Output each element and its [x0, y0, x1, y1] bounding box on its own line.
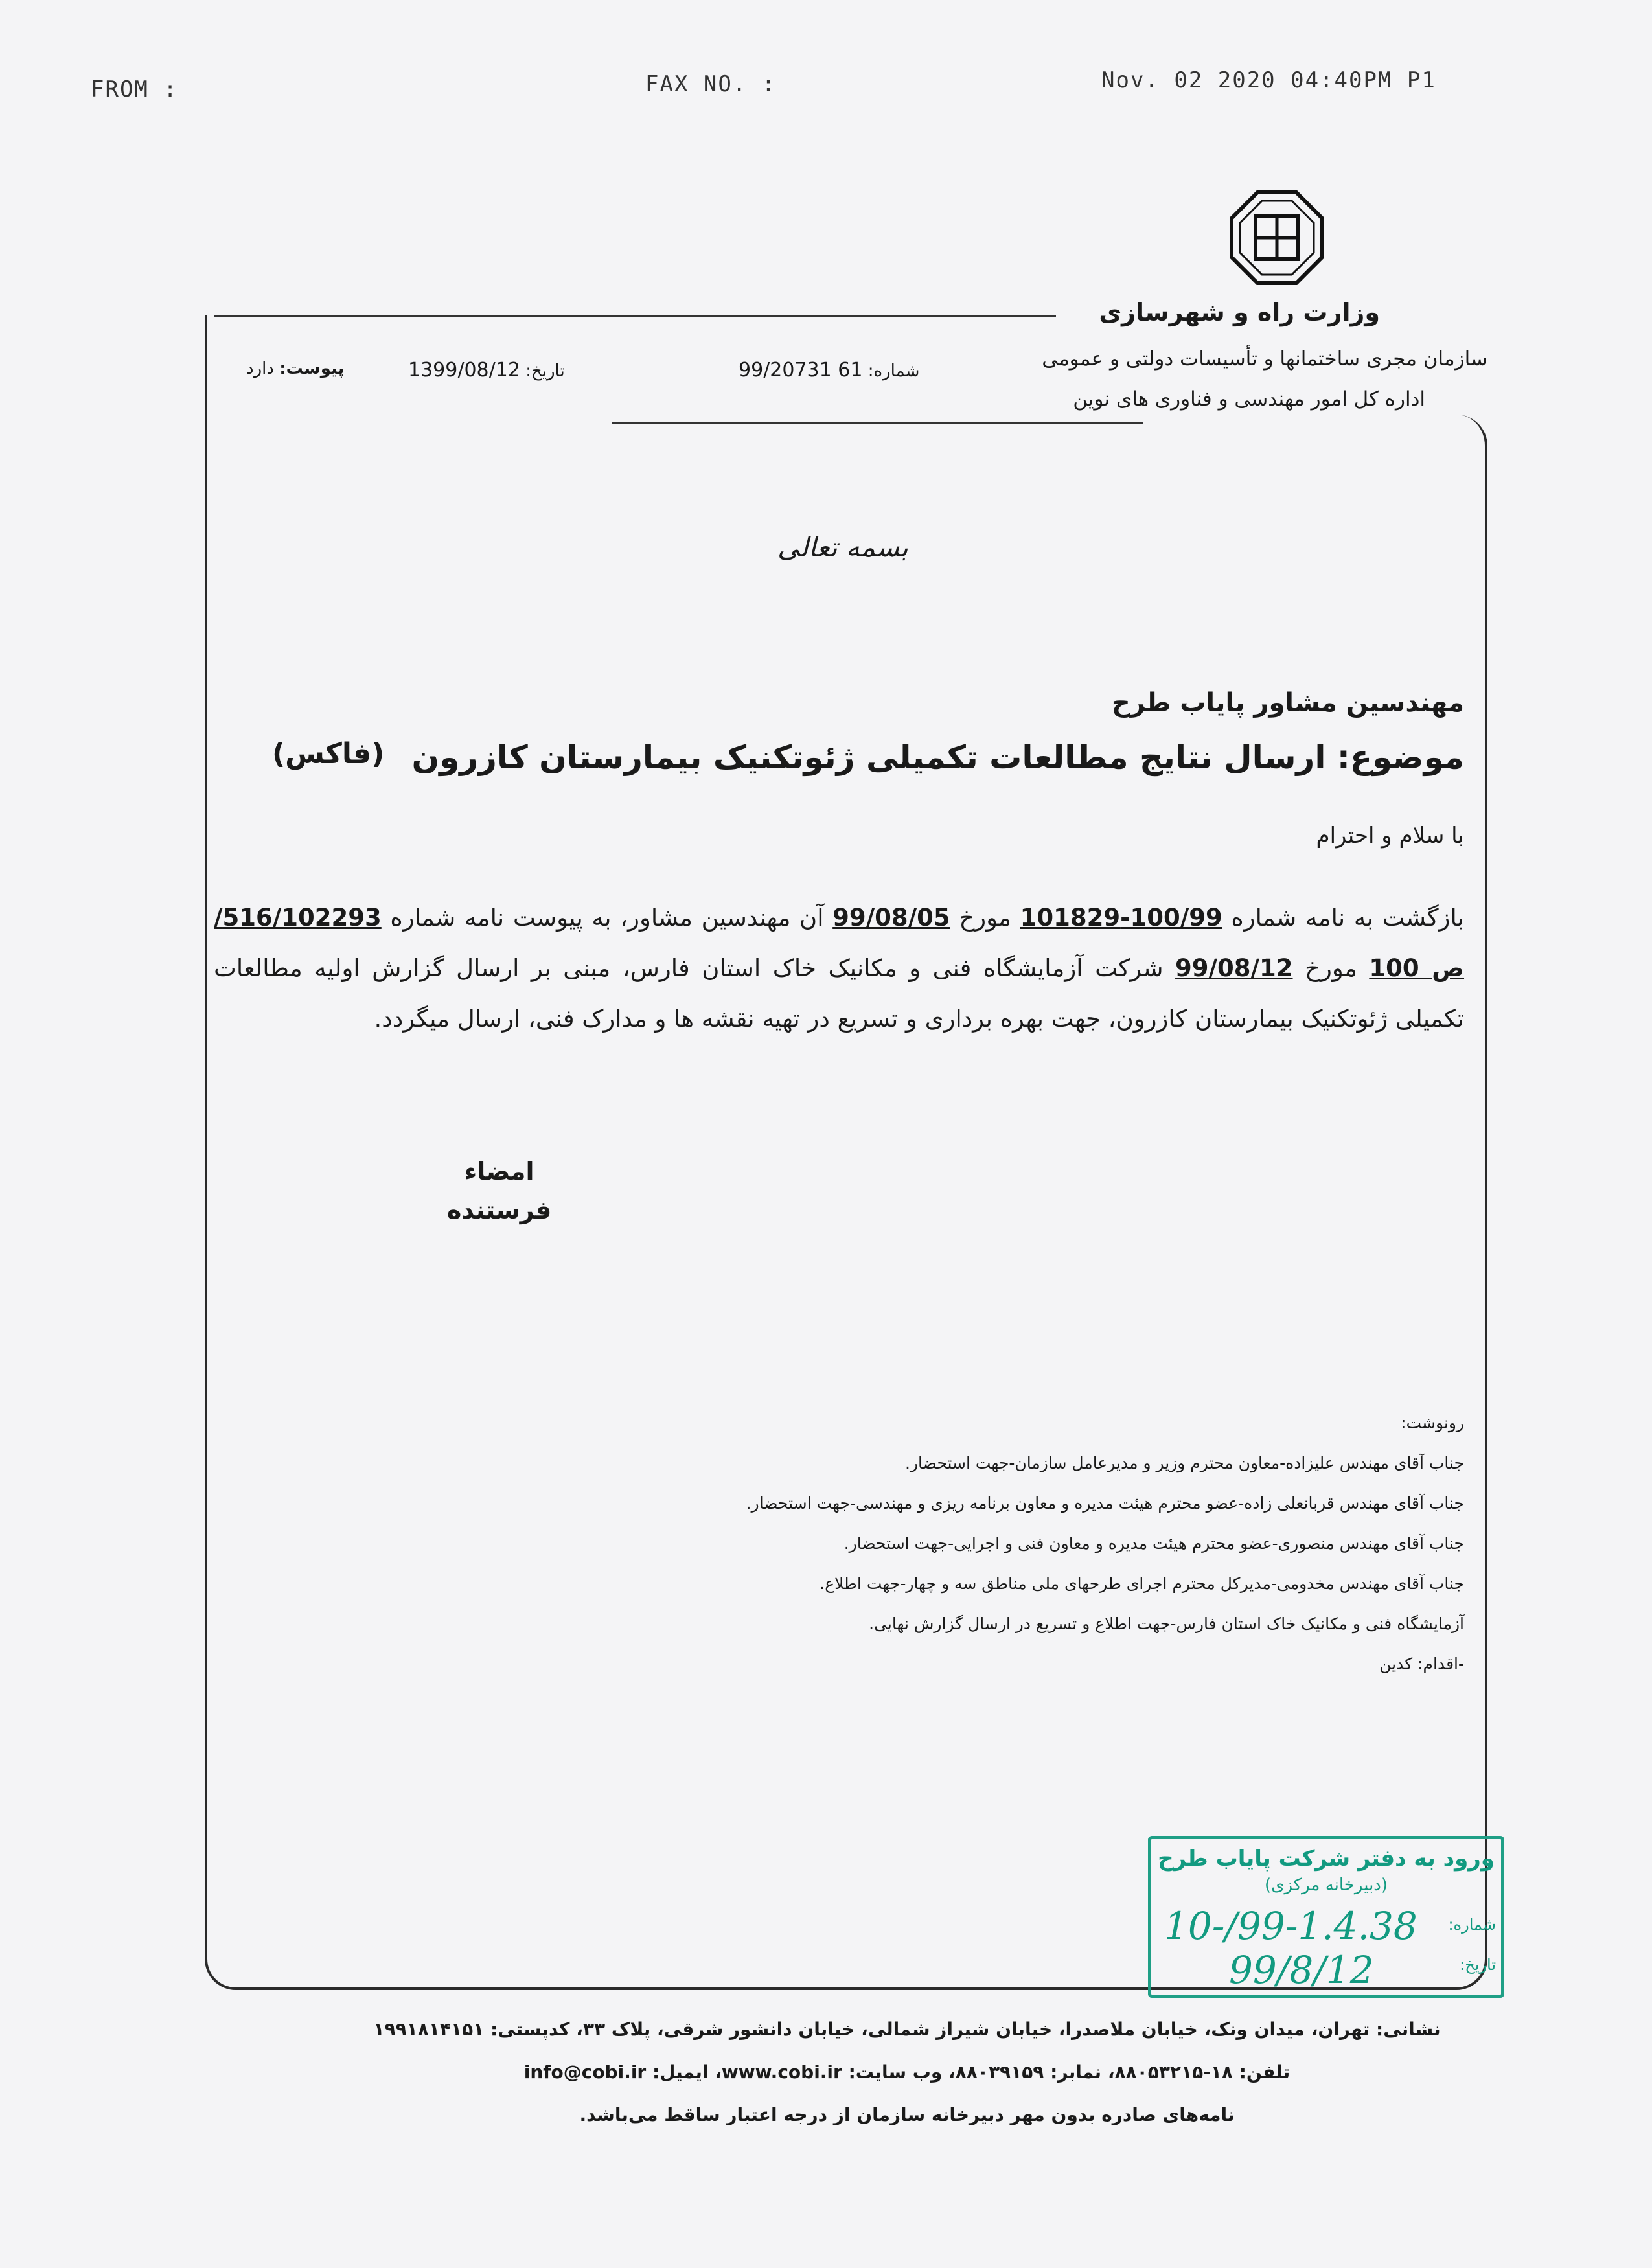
subject-line: موضوع: ارسال نتایج مطالعات تکمیلی ژئوتکنیک بیمارستان کازرون — [411, 739, 1464, 776]
letter-meta-row — [214, 359, 952, 391]
date-field — [408, 359, 565, 382]
stamp-date: 99/8/12 — [1229, 1948, 1374, 1992]
date-label: تاریخ: — [525, 361, 565, 381]
bismillah: بسمه تعالی — [777, 531, 908, 563]
frame-edge — [205, 315, 207, 418]
cc-item: جناب آقای مهندس منصوری-عضو محترم هیئت مدیره و معاون فنی و اجرایی-جهت استحضار. — [843, 1534, 1464, 1553]
footer-address: نشانی: تهران، میدان ونک، خیابان ملاصدرا، خیابان شیراز شمالی، خیابان دانشور شرقی، پلاک ۳۳، کدپستی: ۱۹۹۱۸۱۴۱۵۱ — [373, 2019, 1441, 2040]
date-value: 1399/08/12 — [408, 359, 520, 382]
body-text-4: مورخ — [1305, 954, 1357, 982]
number-value: 61 99/20731 — [739, 359, 863, 382]
attachment-label: پیوست: — [279, 359, 345, 378]
signature-block — [447, 1152, 551, 1230]
fax-from-label: FROM : — [91, 76, 178, 102]
body-text-5: شرکت آزمایشگاه فنی و مکانیک خاک استان فارس، مبنی بر ارسال گزارش اولیه مطالعات تکمیلی ژئوتکنیک بیمارستان کازرون، جهت بهره برداری و تسریع در تهیه نقشه ها و مدارک فنی، ارسال میگردد. — [214, 954, 1464, 1033]
header-rule — [214, 315, 1056, 317]
department-name: اداره کل امور مهندسی و فناوری های نوین — [1073, 387, 1425, 411]
stamp-number-label: شماره: — [1448, 1916, 1496, 1934]
fax-datetime: Nov. 02 2020 04:40PM P1 — [1101, 67, 1436, 93]
cc-item: جناب آقای مهندس مخدومی-مدیرکل محترم اجرای طرحهای ملی مناطق سه و چهار-جهت اطلاع. — [820, 1574, 1464, 1593]
ministry-logo-icon — [1228, 189, 1325, 286]
attachment-field — [246, 359, 344, 378]
letter-frame — [205, 415, 1487, 1990]
ministry-name: وزارت راه و شهرسازی — [1099, 298, 1380, 326]
reference-date-2: 99/08/12 — [1175, 954, 1293, 982]
reference-date-1: 99/08/05 — [832, 904, 950, 932]
stamp-subtitle: (دبیرخانه مرکزی) — [1264, 1875, 1388, 1895]
body-text-3: آن مهندسین مشاور، به پیوست نامه شماره — [390, 904, 824, 932]
reference-number-2: 516/102293/ص 100 — [214, 904, 1465, 982]
cc-item: جناب آقای مهندس قربانعلی زاده-عضو محترم هیئت مدیره و معاون برنامه ریزی و مهندسی-جهت استحضار. — [746, 1494, 1464, 1513]
cc-item: آزمایشگاه فنی و مکانیک خاک استان فارس-جهت اطلاع و تسریع در ارسال گزارش نهایی. — [869, 1614, 1464, 1633]
cc-title: رونوشت: — [1401, 1414, 1464, 1432]
signature-label: امضاء — [464, 1157, 534, 1186]
recipient: مهندسین مشاور پایاب طرح — [1111, 688, 1464, 718]
reference-number-1: 100/99-101829 — [1020, 904, 1222, 932]
attachment-value: دارد — [246, 359, 274, 378]
receipt-stamp — [1148, 1836, 1504, 1998]
cc-item: -اقدام: کدین — [1379, 1655, 1464, 1673]
stamp-title: ورود به دفتر شرکت پایاب طرح — [1158, 1846, 1495, 1872]
footer-contact: تلفن: ۱۸-۸۸۰۵۳۲۱۵، نمابر: ۸۸۰۳۹۱۵۹، وب سایت: www.cobi.ir، ایمیل: info@cobi.ir — [523, 2061, 1291, 2083]
fax-number-label: FAX NO. : — [645, 71, 777, 97]
fax-tag: (فاکس) — [272, 737, 385, 770]
letter-footer — [311, 2008, 1503, 2136]
cc-item: جناب آقای مهندس علیزاده-معاون محترم وزیر و مدیرعامل سازمان-جهت استحضار. — [905, 1454, 1464, 1472]
stamp-number: 10-/99-1.4.38 — [1164, 1904, 1417, 1948]
number-label: شماره: — [867, 361, 920, 381]
stamp-date-label: تاریخ: — [1460, 1956, 1496, 1974]
number-field — [739, 359, 919, 382]
body-text-2: مورخ — [959, 904, 1011, 932]
sender-label: فرستنده — [447, 1196, 552, 1224]
letter-body — [214, 893, 1464, 1044]
body-text-1: بازگشت به نامه شماره — [1231, 904, 1465, 932]
footer-notice: نامه‌های صادره بدون مهر دبیرخانه سازمان از درجه اعتبار ساقط می‌باشد. — [579, 2104, 1235, 2125]
cc-list — [622, 1403, 1464, 1684]
organization-name: سازمان مجری ساختمانها و تأسیسات دولتی و عمومی — [1042, 347, 1487, 371]
greeting: با سلام و احترام — [1316, 823, 1464, 849]
